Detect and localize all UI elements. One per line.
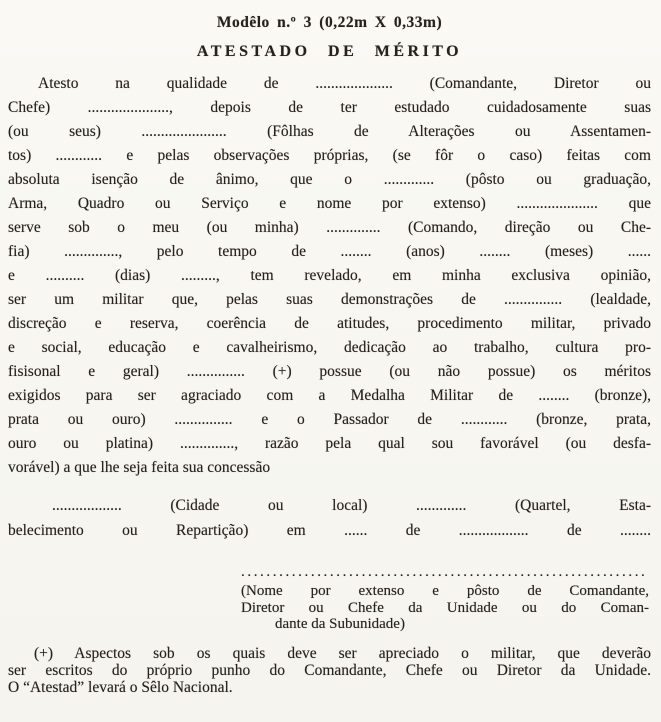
- text-line: Atesto na qualidade de .................... (Comandante, Diretor ou: [38, 75, 651, 92]
- text-line: Diretor ou Chefe da Unidade ou do Coman-: [241, 599, 649, 616]
- text-line: e social, educação e cavalheirismo, dedicação ao trabalho, cultura pro-: [8, 339, 651, 356]
- text-line: vorável) a que lhe seja feita sua concessão: [8, 459, 271, 476]
- text-line: (Nome por extenso e pôsto de Comandante,: [241, 583, 649, 599]
- text-line: Chefe) ....................., depois de ter estudado cuidadosamente suas: [8, 99, 651, 116]
- signature-dotted-line: ................................................................: [241, 564, 648, 580]
- document-title: ATESTADO DE MÉRITO: [196, 43, 463, 60]
- text-line: ser escritos do próprio punho do Comandante, Chefe ou Diretor da Unidade.: [8, 661, 651, 679]
- text-line: dante da Subunidade): [275, 616, 405, 632]
- text-line: Arma, Quadro ou Serviço e nome por extenso) ..................... que: [8, 195, 651, 212]
- text-line: absoluta isenção de ânimo, que o ............. (pôsto ou graduação,: [8, 171, 651, 188]
- text-line: (ou seus) ...................... (Fôlhas de Alterações ou Assentamen-: [8, 123, 651, 140]
- text-line: fisisonal e geral) ............... (+) possue (ou não possue) os méritos: [8, 363, 651, 380]
- text-line: tos) ............ e pelas observações próprias, (se fôr o caso) feitas com: [8, 147, 651, 164]
- text-line: e .......... (dias) ........., tem revelado, em minha exclusiva opinião,: [8, 267, 651, 284]
- text-line: ouro ou platina) .............., razão pela qual sou favorável (ou desfa-: [8, 435, 651, 452]
- text-line: (+) Aspectos sob os quais deve ser apreciado o militar, que deverão: [34, 644, 651, 662]
- text-line: .................. (Cidade ou local) ............. (Quartel, Esta-: [52, 497, 651, 514]
- model-number-line: Modêlo n.º 3 (0,22m X 0,33m): [216, 14, 443, 31]
- text-line: prata ou ouro) ............... e o Passador de ............ (bronze, prata,: [8, 411, 651, 428]
- attestation-body-paragraph: [8, 72, 651, 480]
- footnote-paragraph: [8, 645, 651, 696]
- text-line: exigidos para ser agraciado com a Medalha Militar de ........ (bronze),: [8, 387, 651, 404]
- text-line: discreção e reserva, coerência de atitudes, procedimento militar, privado: [8, 315, 651, 332]
- signature-caption: [241, 583, 649, 633]
- text-line: ser um militar que, pelas suas demonstrações de ............... (lealdade,: [8, 291, 651, 308]
- place-and-date-paragraph: [8, 493, 651, 543]
- text-line: belecimento ou Repartição) em ...... de .................. de ........: [8, 522, 651, 539]
- text-line: serve sob o meu (ou minha) .............. (Comando, direção ou Che-: [8, 219, 651, 236]
- text-line: O “Atestad” levará o Sêlo Nacional.: [8, 678, 233, 696]
- text-line: fia) .............., pelo tempo de ........ (anos) ........ (meses) ......: [8, 243, 651, 260]
- signature-block: [241, 563, 649, 633]
